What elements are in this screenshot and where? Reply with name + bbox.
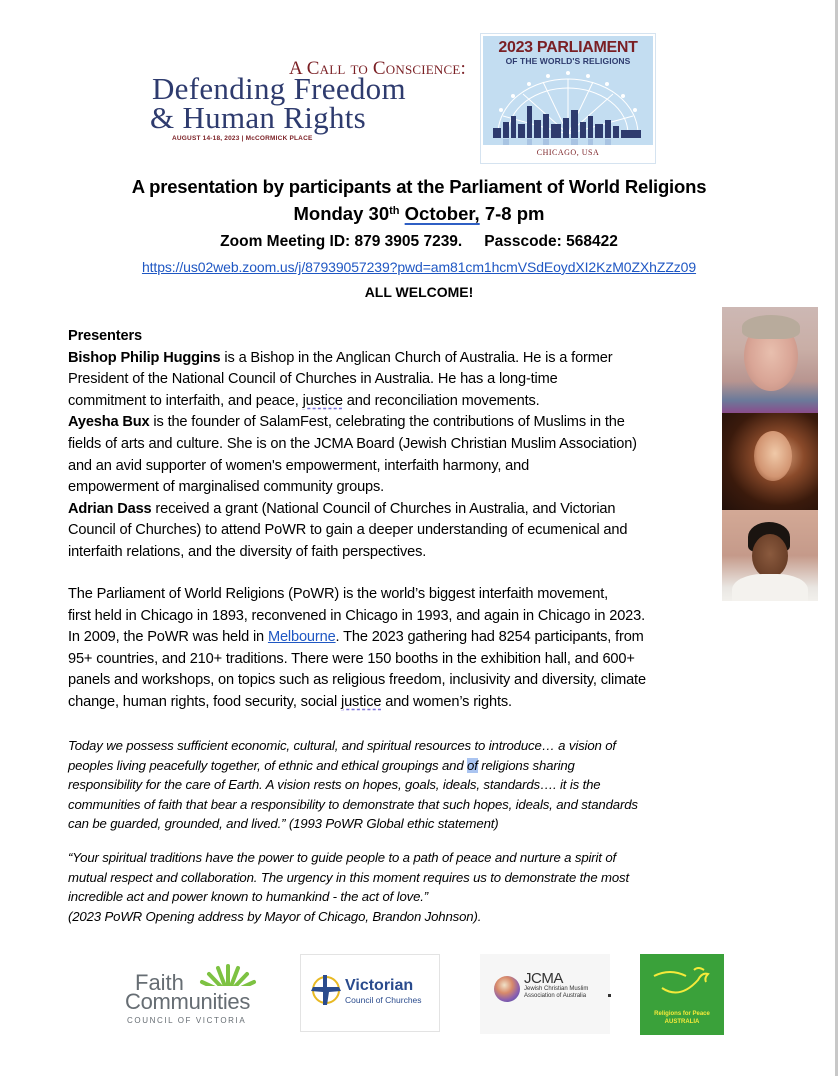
event-time: 7-8 pm [479, 203, 545, 224]
cross-dove-icon [309, 973, 343, 1007]
event-day: Monday 30 [293, 203, 390, 224]
event-day-suffix: th [389, 205, 400, 217]
presenter-bio-line: empowerment of marginalised community groups. [68, 479, 385, 496]
event-title: A presentation by participants at the Parliament of World Religions [131, 176, 707, 197]
victorian-council-of-churches-logo: Victorian Council of Churches [300, 954, 440, 1032]
conference-logo [148, 58, 470, 148]
parliament-logo-subtitle: OF THE WORLD'S RELIGIONS [505, 56, 631, 66]
presenter-bio-line: Bishop Philip Huggins is a Bishop in the Anglican Church of Australia. He is a former [68, 349, 613, 366]
mayor-quote: “Your spiritual traditions have the power to guide people to a path of peace and nurture a spirit of mutual respect and collaboration. The urgency in this moment requires us to demonstrate the most incredible act and power known to humankind - the act of love.” (2023 PoWR Opening address by Mayor of Chicago, Brandon Johnson). [68, 850, 630, 924]
powr-paragraph: The Parliament of World Religions (PoWR) is the world’s biggest interfaith movement, first held in Chicago in 1893, reconvened in Chicago in 1993, and again in Chicago in 2023. In 2009, the PoWR was held in Melbourne. The 2023 gathering had 8254 participants, from 95+ countries, and 210+ traditions. There were 150 booths in the exhibition hall, and 600+ panels and workshops, on topics such as religious freedom, inclusivity and diversity, climate change, human rights, food security, social justice and women’s rights. [68, 586, 646, 710]
event-date-time [0, 203, 838, 225]
presenters-heading: Presenters [68, 328, 142, 344]
zoom-meeting-id: Zoom Meeting ID: 879 3905 7239. [220, 233, 463, 250]
conference-title-line2: & Human Rights [150, 100, 367, 135]
zoom-link[interactable]: https://us02web.zoom.us/j/87939057239?pwd=am81cm1hcmVSdEoydXI2KzM0ZXhZZz09 [141, 259, 697, 275]
zoom-passcode: Passcode: 568422 [484, 233, 618, 250]
spellcheck-word[interactable]: justice [302, 392, 343, 409]
presenter-bio-line: Adrian Dass received a grant (National Council of Churches in Australia, and Victorian [68, 500, 616, 517]
conference-dates: AUGUST 14-18, 2023 | McCORMICK PLACE [172, 135, 313, 142]
event-month: October, [404, 203, 480, 224]
presenter-name: Adrian Dass [68, 500, 152, 517]
melbourne-link[interactable]: Melbourne [267, 629, 336, 646]
parliament-logo [480, 33, 656, 164]
presenter-bio-line: interfaith relations, and the diversity of faith perspectives. [68, 543, 427, 560]
parliament-logo-title: 2023 PARLIAMENT [498, 39, 638, 56]
presenter-name: Bishop Philip Huggins [68, 349, 221, 366]
parliament-logo-location: CHICAGO, USA [483, 145, 653, 161]
presenter-bio-line: and an avid supporter of women's empowerment, interfaith harmony, and [68, 457, 530, 474]
all-welcome-text: ALL WELCOME! [364, 284, 474, 300]
presenters-section [68, 326, 718, 564]
photo-bishop-philip-huggins [722, 307, 818, 413]
presenter-bio-line: commitment to interfaith, and peace, justice and reconciliation movements. [68, 392, 540, 409]
zoom-meeting-details [0, 233, 838, 251]
presenter-bio-line: fields of arts and culture. She is on the JCMA Board (Jewish Christian Muslim Association) [68, 435, 637, 452]
chicago-skyline-icon [483, 66, 653, 148]
presenter-bio-line: President of the National Council of Churches in Australia. He has a long-time [68, 371, 558, 388]
presenter-name: Ayesha Bux [68, 414, 150, 431]
photo-ayesha-bux [722, 413, 818, 510]
faith-communities-council-logo: Faith Communities COUNCIL OF VICTORIA [125, 960, 270, 1028]
global-ethic-quote: Today we possess sufficient economic, cultural, and spiritual resources to introduce… a vision of peoples living peacefully together, of ethnic and ethical groupings and of religions sharing responsibility for the care of Earth. A vision rests on hopes, goals, ideals, standards…. it is the communities of faith that bear a responsibility to demonstrate that such hopes, ideals, and standards can be guarded, grounded, and lived.” (1993 PoWR Global ethic statement) [68, 738, 638, 832]
stray-dot [608, 994, 611, 997]
presenter-bio-line: Ayesha Bux is the founder of SalamFest, celebrating the contributions of Muslims in the [68, 414, 625, 431]
conference-tagline: A Call to Conscience: [288, 58, 466, 79]
presenter-bio-line: Council of Churches) to attend PoWR to gain a deeper understanding of ecumenical and [68, 522, 628, 539]
dove-icon [650, 964, 714, 1004]
spellcheck-word[interactable]: justice [341, 693, 382, 710]
text-selection: of [467, 757, 478, 773]
religions-for-peace-logo: Religions for Peace AUSTRALIA [640, 954, 724, 1035]
globe-icon [494, 976, 520, 1002]
conference-title-line1: Defending Freedom [152, 71, 406, 106]
jcma-logo: JCMA Jewish Christian Muslim Association of Australia [480, 954, 610, 1034]
